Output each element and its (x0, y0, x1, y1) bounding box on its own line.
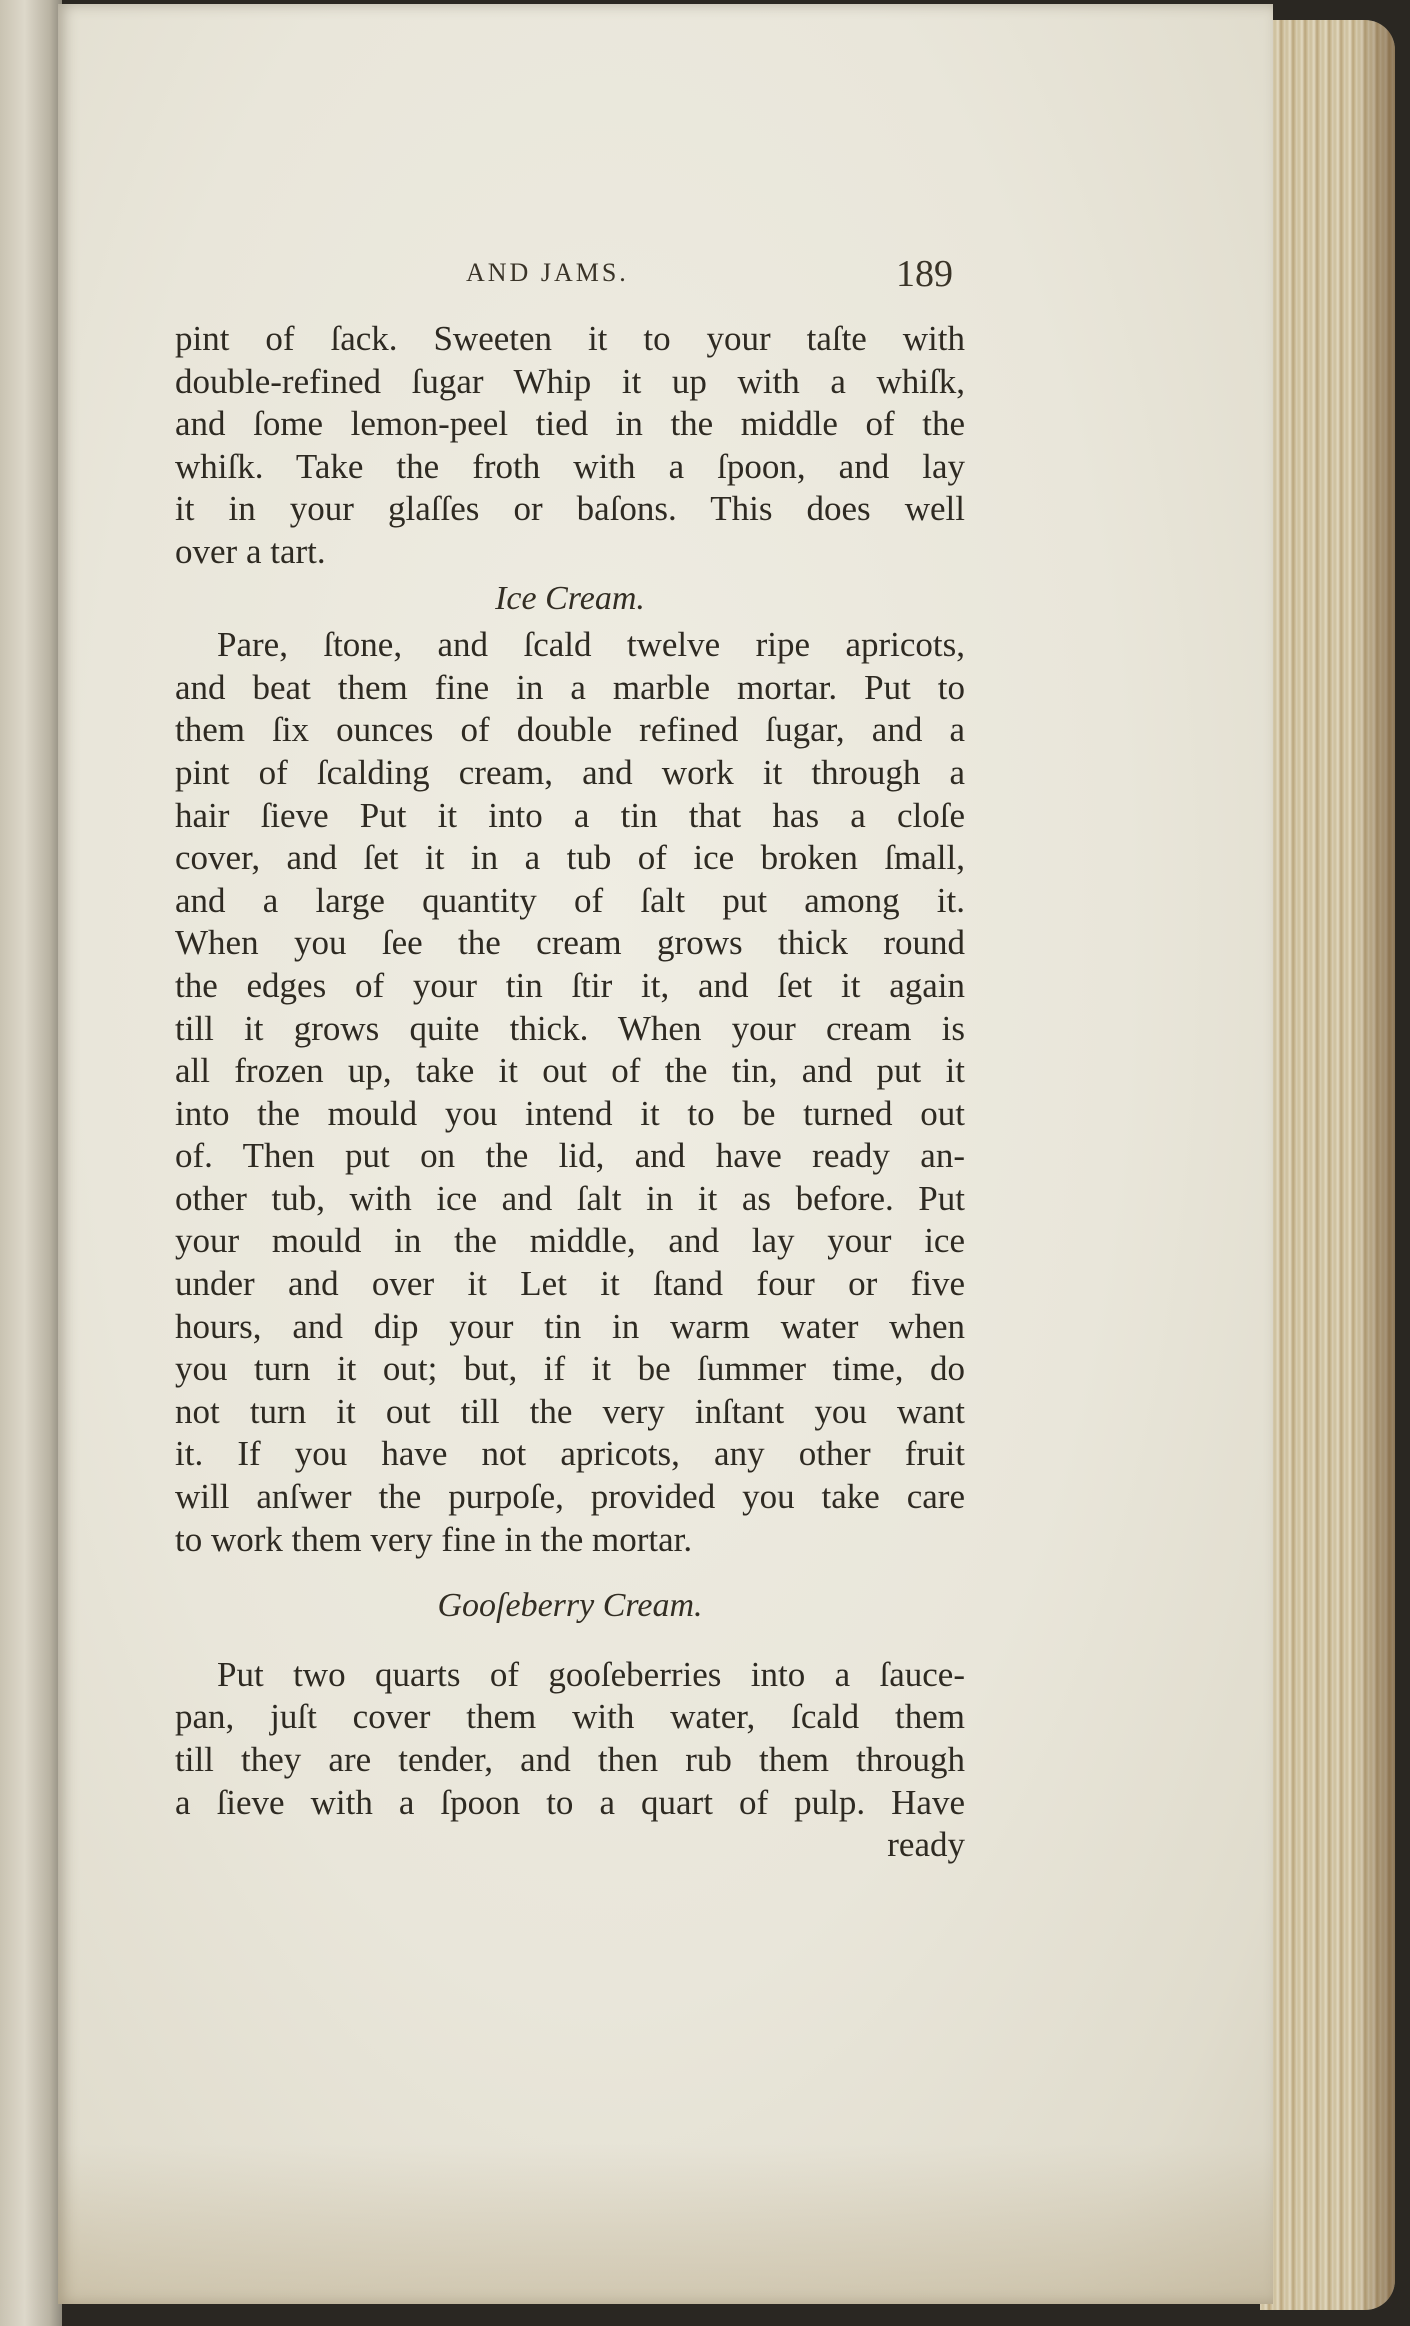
text-line: whiſk. Take the froth with a ſpoon, and lay (175, 446, 965, 486)
text-line: them ſix ounces of double refined ſugar, and a (175, 710, 965, 750)
facing-page-edge (0, 0, 62, 2326)
text-line: till they are tender, and then rub them through (175, 1740, 965, 1779)
text-line: When you ſee the cream grows thick round (175, 923, 965, 963)
text-line: pint of ſcalding cream, and work it through a (175, 752, 965, 792)
catchword: ready (887, 1825, 965, 1865)
text-line: your mould in the middle, and lay your ice (175, 1221, 965, 1261)
ice-cream-recipe (175, 624, 965, 1561)
text-line: into the mould you intend it to be turned out (175, 1093, 965, 1133)
opening-paragraph (175, 318, 965, 574)
running-head: AND JAMS. (466, 258, 629, 287)
text-line: other tub, with ice and ſalt in it as before. Put (175, 1178, 965, 1218)
text-line: all frozen up, take it out of the tin, and put it (175, 1051, 965, 1091)
text-line: Put two quarts of gooſeberries into a ſauce- (217, 1654, 965, 1694)
ice-cream-heading: Ice Cream. (495, 579, 645, 617)
text-line: not turn it out till the very inſtant you want (175, 1391, 965, 1431)
text-line: the edges of your tin ſtir it, and ſet it again (175, 965, 965, 1005)
text-line: and a large quantity of ſalt put among it. (175, 880, 965, 920)
text-line: till it grows quite thick. When your cream is (175, 1008, 965, 1048)
text-line: it in your glaſſes or baſons. This does well (175, 489, 965, 529)
text-line: pan, juſt cover them with water, ſcald them (175, 1697, 965, 1737)
text-line: and ſome lemon-peel tied in the middle of the (175, 404, 965, 444)
text-line: pint of ſack. Sweeten it to your taſte with (175, 319, 965, 358)
gooseberry-cream-recipe (175, 1654, 965, 1867)
text-line: over a tart. (175, 531, 326, 571)
text-line: it. If you have not apricots, any other fruit (175, 1434, 965, 1474)
text-line: under and over it Let it ſtand four or five (175, 1264, 965, 1304)
text-line: and beat them fine in a marble mortar. Put to (175, 667, 965, 707)
text-line: to work them very fine in the mortar. (175, 1519, 693, 1559)
text-line: you turn it out; but, if it be ſummer time, do (175, 1349, 965, 1389)
text-line: of. Then put on the lid, and have ready an- (175, 1136, 965, 1176)
text-line: will anſwer the purpoſe, provided you take care (175, 1477, 965, 1517)
page-fore-edge (1260, 20, 1395, 2310)
paper-stain (58, 2144, 1273, 2304)
text-line: double-refined ſugar Whip it up with a whiſk, (175, 361, 965, 401)
text-line: cover, and ſet it in a tub of ice broken ſmall, (175, 838, 965, 878)
page-header (170, 253, 970, 298)
gooseberry-cream-heading: Gooſeberry Cream. (437, 1587, 703, 1625)
text-line: hair ſieve Put it into a tin that has a cloſe (175, 795, 965, 835)
text-line: Pare, ſtone, and ſcald twelve ripe apricots, (217, 625, 965, 665)
text-line: hours, and dip your tin in warm water when (175, 1306, 965, 1346)
page-number: 189 (896, 253, 953, 295)
body-text (175, 318, 965, 1867)
text-line: a ſieve with a ſpoon to a quart of pulp. Have (175, 1782, 965, 1822)
